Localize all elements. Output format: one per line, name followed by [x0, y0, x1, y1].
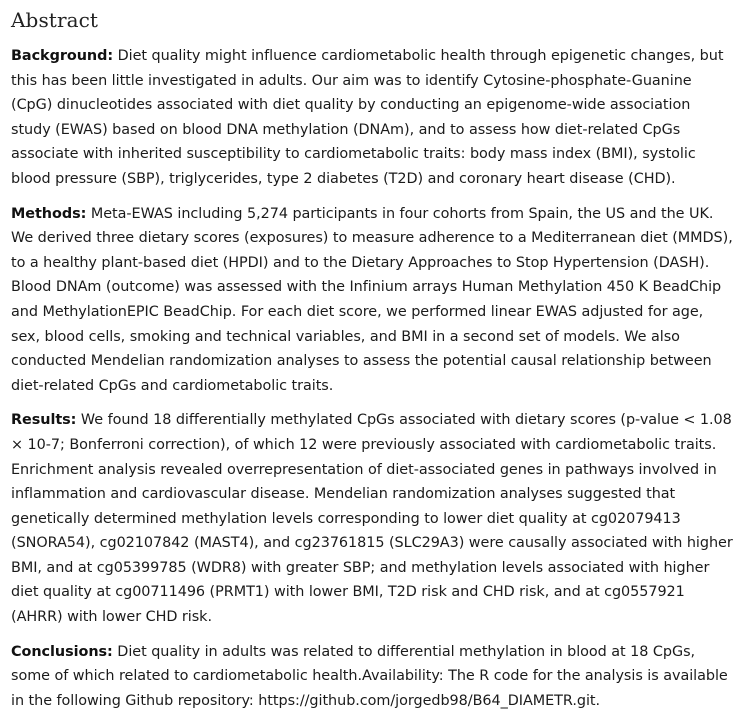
conclusions-text: Diet quality in adults was related to differential methylation in blood at 18 CpGs, some of which related to cardiometabolic health.Availability: The R code for the analysis is available in the following Github repository: https://github.com/jorgedb98/B64_DIAMETR.git.: [11, 643, 728, 709]
background-paragraph: [11, 44, 733, 192]
results-text: We found 18 differentially methylated CpGs associated with dietary scores (p-value < 1.08 × 10-7; Bonferroni correction), of which 12 were previously associated with cardiometabolic traits. Enrichment analysis revealed overrepresentation of diet-associated genes in pathways involved in inflammation and cardiovascular disease. Mendelian randomization analyses suggested that genetically determined methylation levels corresponding to lower diet quality at cg02079413 (SNORA54), cg02107842 (MAST4), and cg23761815 (SLC29A3) were causally associated with higher BMI, and at cg05399785 (WDR8) with greater SBP; and methylation levels associated with higher diet quality at cg00711496 (PRMT1) with lower BMI, T2D risk and CHD risk, and at cg0557921 (AHRR) with lower CHD risk.: [11, 412, 733, 626]
abstract-section: [11, 0, 733, 723]
methods-paragraph: [11, 202, 733, 399]
conclusions-label: Conclusions:: [11, 643, 113, 660]
background-label: Background:: [11, 48, 114, 64]
abstract-heading: Abstract: [11, 8, 99, 32]
background-text: Diet quality might influence cardiometabolic health through epigenetic changes, but this has been little investigated in adults. Our aim was to identify Cytosine-phosphate-Guanine (CpG) dinucleotides associated with diet quality by conducting an epigenome-wide association study (EWAS) based on blood DNA methylation (DNAm), and to assess how diet-related CpGs associate with inherited susceptibility to cardiometabolic traits: body mass index (BMI), systolic blood pressure (SBP), triglycerides, type 2 diabetes (T2D) and coronary heart disease (CHD).: [11, 48, 724, 187]
methods-label: Methods:: [11, 205, 87, 222]
conclusions-paragraph: [11, 640, 733, 714]
results-paragraph: [11, 408, 733, 629]
methods-text: Meta-EWAS including 5,274 participants in four cohorts from Spain, the US and the UK. We derived three dietary scores (exposures) to measure adherence to a Mediterranean diet (MMDS), to a healthy plant-based diet (HPDI) and to the Dietary Approaches to Stop Hypertension (DASH). Blood DNAm (outcome) was assessed with the Infinium arrays Human Methylation 450 K BeadChip and MethylationEPIC BeadChip. For each diet score, we performed linear EWAS adjusted for age, sex, blood cells, smoking and technical variables, and BMI in a second set of models. We also conducted Mendelian randomization analyses to assess the potential causal relationship between diet-related CpGs and cardiometabolic traits.: [11, 205, 733, 394]
results-label: Results:: [11, 412, 77, 429]
